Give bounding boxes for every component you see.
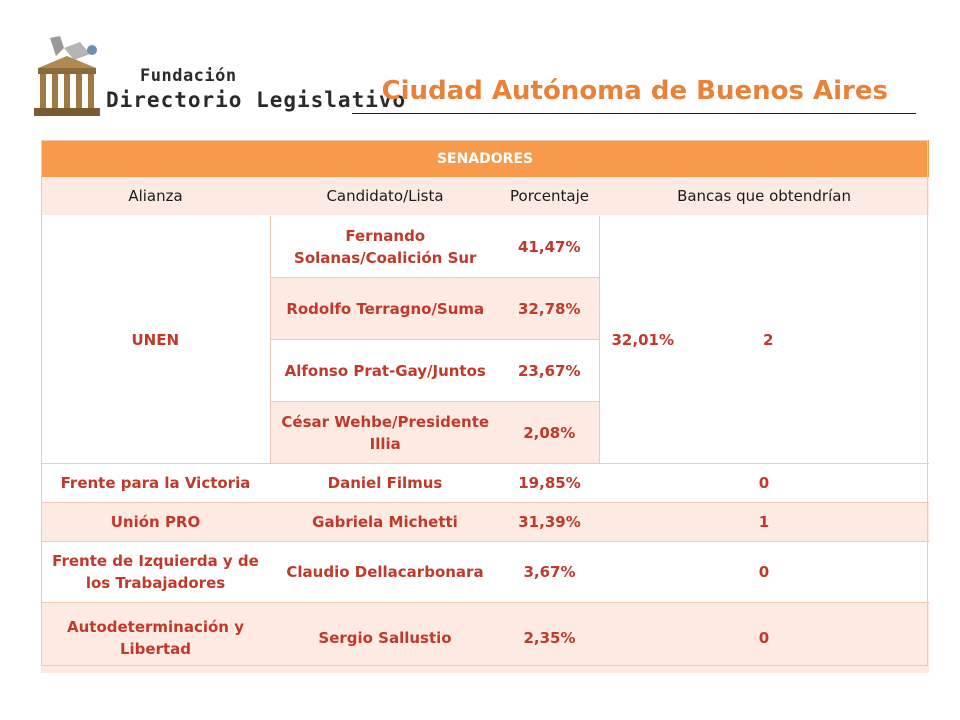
table-row	[41, 464, 929, 503]
pct-cell: 2,35%	[500, 603, 599, 674]
section-title: SENADORES	[41, 140, 929, 177]
table-row	[41, 603, 929, 674]
logo-line2: Directorio Legislativo	[106, 88, 407, 112]
logo	[30, 34, 407, 124]
bancas-cell: 0	[599, 464, 929, 503]
bancas-cell: 1	[599, 503, 929, 542]
alianza-cell: Autodeterminación y Libertad	[41, 603, 270, 674]
alianza-cell: UNEN	[41, 216, 270, 464]
unen-bancas: 2	[763, 330, 774, 349]
column-header: Porcentaje	[500, 177, 599, 216]
pct-cell: 3,67%	[500, 542, 599, 603]
column-header: Bancas que obtendrían	[599, 177, 929, 216]
bancas-cell: 0	[599, 603, 929, 674]
candidato-cell: Claudio Dellacarbonara	[270, 542, 500, 603]
candidato-cell: César Wehbe/Presidente Illia	[270, 402, 500, 464]
candidato-cell: Sergio Sallustio	[270, 603, 500, 674]
candidato-cell: Alfonso Prat-Gay/Juntos	[270, 340, 500, 402]
title-divider	[352, 113, 916, 114]
senadores-table	[41, 140, 929, 673]
logo-line1: Fundación	[140, 66, 237, 86]
pct-cell: 19,85%	[500, 464, 599, 503]
unen-total-pct: 32,01%	[611, 330, 674, 349]
alianza-cell: Frente de Izquierda y de los Trabajadores	[41, 542, 270, 603]
column-header: Candidato/Lista	[270, 177, 500, 216]
page-title: Ciudad Autónoma de Buenos Aires	[381, 76, 888, 106]
column-header: Alianza	[41, 177, 270, 216]
column-header-row	[41, 177, 929, 216]
bancas-cell: 0	[599, 542, 929, 603]
pct-cell: 23,67%	[500, 340, 599, 402]
pct-cell: 41,47%	[500, 216, 599, 278]
table-row	[41, 542, 929, 603]
pct-cell: 31,39%	[500, 503, 599, 542]
candidato-cell: Gabriela Michetti	[270, 503, 500, 542]
building-logo-icon	[30, 34, 110, 119]
table-header-row	[41, 140, 929, 177]
pct-cell: 32,78%	[500, 278, 599, 340]
table-row	[41, 503, 929, 542]
table-row	[41, 216, 929, 278]
alianza-cell: Frente para la Victoria	[41, 464, 270, 503]
alianza-cell: Unión PRO	[41, 503, 270, 542]
candidato-cell: Daniel Filmus	[270, 464, 500, 503]
pct-cell: 2,08%	[500, 402, 599, 464]
candidato-cell: Rodolfo Terragno/Suma	[270, 278, 500, 340]
candidato-cell: Fernando Solanas/Coalición Sur	[270, 216, 500, 278]
unen-merged-cell	[599, 216, 929, 464]
